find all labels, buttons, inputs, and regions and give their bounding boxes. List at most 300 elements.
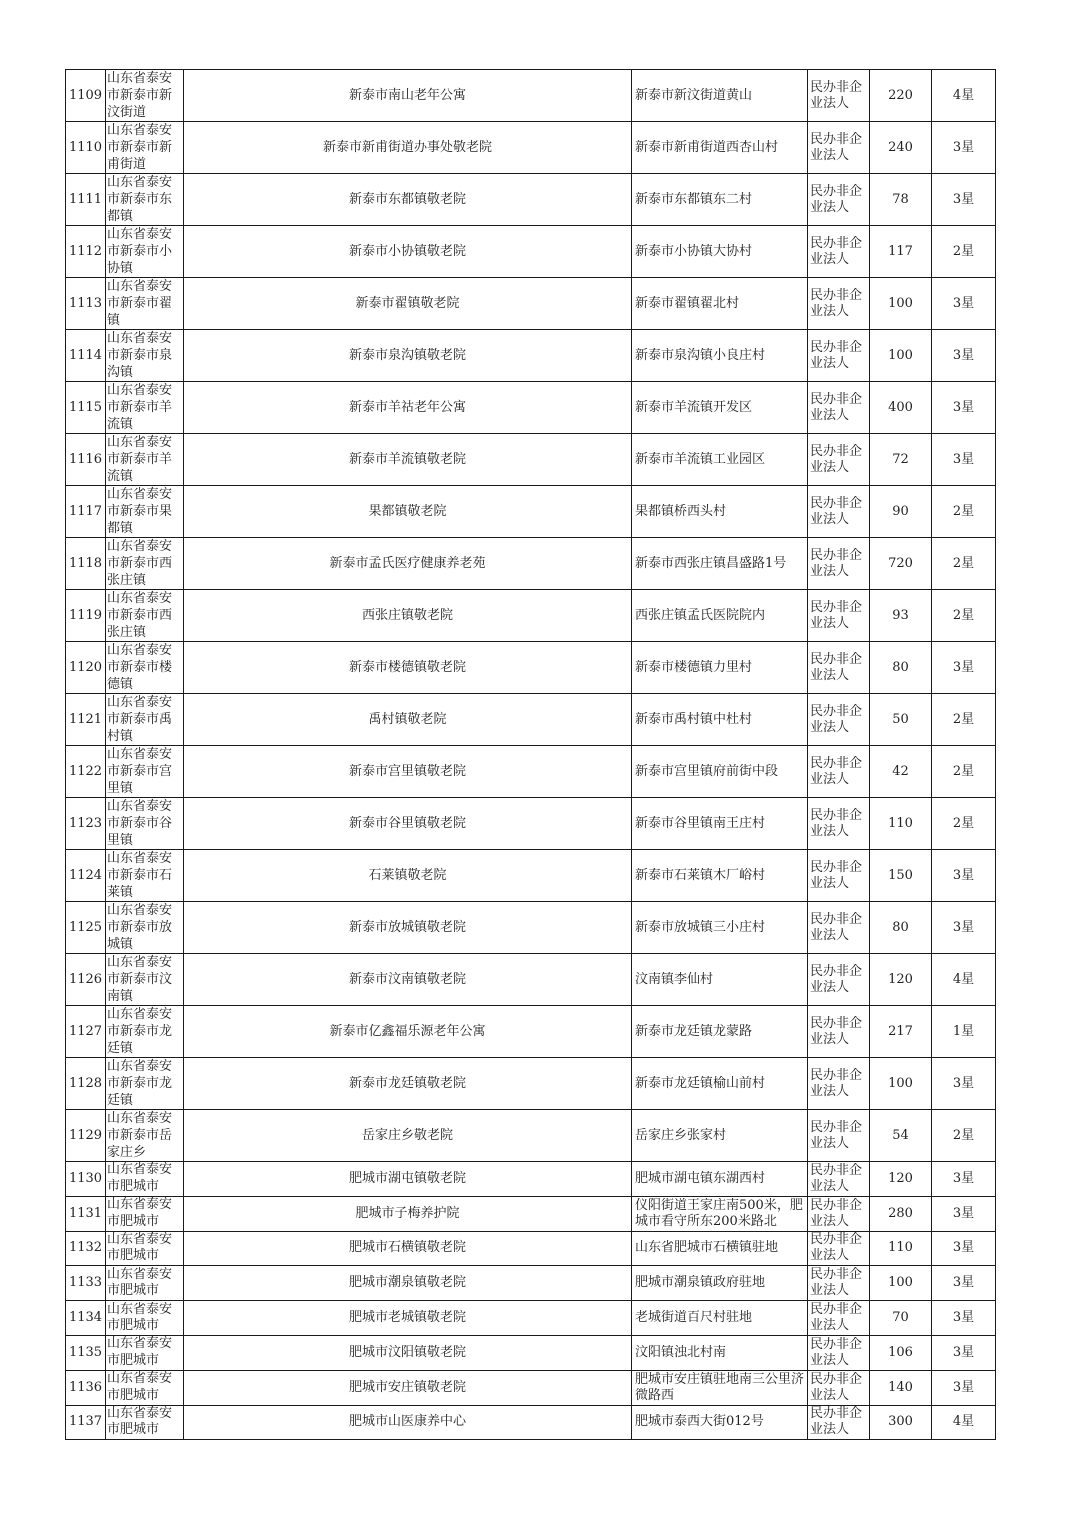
row-institution-name [184,1162,632,1197]
row-institution-name [184,1110,632,1162]
row-star-rating-text: 3星 [952,1205,975,1221]
row-region [106,174,184,226]
row-institution-name-text: 石莱镇敬老院 [368,867,447,883]
row-number-text: 1134 [68,1310,103,1326]
row-region-text: 山东省泰安市新泰市楼德镇 [107,643,173,692]
row-institution-name [184,278,632,330]
row-region [106,278,184,330]
row-address [632,850,808,902]
row-legal-type-text: 民办非企业法人 [810,1406,863,1438]
row-legal-type [808,278,870,330]
row-institution-name [184,798,632,850]
row-beds-text: 240 [888,139,913,155]
row-star-rating-text: 3星 [952,191,975,207]
row-star-rating [932,746,996,798]
row-legal-type-text: 民办非企业法人 [810,131,863,163]
row-legal-type-text: 民办非企业法人 [810,599,863,631]
row-beds [870,174,932,226]
row-beds [870,590,932,642]
row-star-rating [932,1196,996,1231]
row-institution-name [184,590,632,642]
row-beds-text: 80 [892,919,909,935]
row-institution-name [184,1301,632,1336]
row-institution-name-text: 肥城市子梅养护院 [355,1205,460,1221]
row-beds [870,1266,932,1301]
row-beds [870,1370,932,1405]
row-legal-type [808,850,870,902]
row-number [66,1266,106,1301]
row-number [66,122,106,174]
row-legal-type-text: 民办非企业法人 [810,391,863,423]
row-address-text: 仪阳街道王家庄南500米，肥城市看守所东200米路北 [635,1197,803,1229]
table-row [66,1058,996,1110]
row-address-text: 新泰市西张庄镇昌盛路1号 [635,555,787,571]
row-institution-name-text: 新泰市楼德镇敬老院 [348,659,466,675]
row-institution-name [184,1370,632,1405]
row-legal-type-text: 民办非企业法人 [810,807,863,839]
row-number-text: 1115 [68,399,103,415]
row-legal-type [808,434,870,486]
row-address [632,746,808,798]
row-legal-type-text: 民办非企业法人 [810,183,863,215]
row-star-rating [932,382,996,434]
row-legal-type-text: 民办非企业法人 [810,755,863,787]
row-beds-text: 110 [888,815,913,831]
row-number-text: 1127 [68,1023,103,1039]
row-institution-name-text: 岳家庄乡敬老院 [361,1127,453,1143]
row-beds-text: 220 [888,87,913,103]
row-region [106,1006,184,1058]
row-legal-type-text: 民办非企业法人 [810,1267,863,1299]
row-beds-text: 93 [892,607,909,623]
row-address [632,1110,808,1162]
table-row [66,798,996,850]
row-beds-text: 90 [892,503,909,519]
row-number [66,226,106,278]
row-star-rating-text: 3星 [952,1379,975,1395]
row-beds [870,538,932,590]
row-beds [870,382,932,434]
row-beds [870,70,932,122]
row-address-text: 新泰市小协镇大协村 [635,243,753,259]
row-institution-name [184,642,632,694]
row-address-text: 汶南镇李仙村 [635,971,714,987]
row-address [632,330,808,382]
row-legal-type-text: 民办非企业法人 [810,1162,863,1194]
row-region-text: 山东省泰安市新泰市羊流镇 [107,435,173,484]
row-number [66,1058,106,1110]
row-beds-text: 120 [888,971,913,987]
row-star-rating [932,122,996,174]
row-legal-type-text: 民办非企业法人 [810,1067,863,1099]
row-star-rating [932,1405,996,1440]
row-star-rating [932,850,996,902]
row-institution-name [184,1405,632,1440]
row-star-rating-text: 3星 [952,1075,975,1091]
row-institution-name [184,382,632,434]
row-legal-type [808,1162,870,1197]
row-region-text: 山东省泰安市新泰市岳家庄乡 [107,1111,173,1160]
table-row [66,486,996,538]
row-address [632,642,808,694]
row-legal-type-text: 民办非企业法人 [810,1336,863,1368]
row-beds [870,1301,932,1336]
row-region [106,1335,184,1370]
row-beds-text: 117 [888,243,913,259]
row-institution-name [184,330,632,382]
row-address-text: 新泰市龙廷镇龙蒙路 [635,1023,753,1039]
row-region-text: 山东省泰安市新泰市放城镇 [107,903,173,952]
row-address [632,278,808,330]
row-legal-type-text: 民办非企业法人 [810,1119,863,1151]
row-number-text: 1120 [68,659,103,675]
row-legal-type [808,590,870,642]
row-legal-type [808,1231,870,1266]
row-address-text: 肥城市湖屯镇东湖西村 [635,1170,766,1186]
row-institution-name [184,694,632,746]
row-beds-text: 150 [888,867,913,883]
row-region-text: 山东省泰安市新泰市禹村镇 [107,695,173,744]
row-region [106,1370,184,1405]
row-number-text: 1114 [68,347,103,363]
row-beds-text: 70 [892,1310,909,1326]
row-beds [870,486,932,538]
row-address-text: 汶阳镇浊北村南 [635,1344,727,1360]
row-institution-name-text: 新泰市龙廷镇敬老院 [348,1075,466,1091]
row-region [106,1196,184,1231]
row-legal-type [808,70,870,122]
row-institution-name-text: 新泰市亿鑫福乐源老年公寓 [329,1023,486,1039]
row-number [66,1370,106,1405]
row-star-rating [932,1110,996,1162]
row-beds [870,1006,932,1058]
row-address-text: 新泰市新甫街道西杏山村 [635,139,779,155]
row-address-text: 新泰市龙廷镇榆山前村 [635,1075,766,1091]
row-star-rating-text: 4星 [952,87,975,103]
row-address-text: 新泰市放城镇三小庄村 [635,919,766,935]
row-region [106,434,184,486]
row-star-rating-text: 3星 [952,1310,975,1326]
row-address [632,1370,808,1405]
row-star-rating [932,642,996,694]
row-address-text: 新泰市羊流镇工业园区 [635,451,766,467]
row-star-rating [932,1266,996,1301]
row-institution-name [184,902,632,954]
row-region [106,1301,184,1336]
row-institution-name [184,1335,632,1370]
row-region [106,330,184,382]
row-address-text: 果都镇桥西头村 [635,503,727,519]
row-number [66,330,106,382]
row-star-rating [932,278,996,330]
table-row [66,1162,996,1197]
row-number [66,486,106,538]
row-number-text: 1124 [68,867,103,883]
row-region-text: 山东省泰安市新泰市泉沟镇 [107,331,173,380]
row-beds [870,330,932,382]
row-institution-name-text: 禹村镇敬老院 [368,711,447,727]
row-beds-text: 400 [888,399,913,415]
row-beds-text: 100 [888,295,913,311]
row-star-rating [932,486,996,538]
row-legal-type-text: 民办非企业法人 [810,547,863,579]
row-star-rating [932,798,996,850]
row-region-text: 山东省泰安市新泰市龙廷镇 [107,1007,173,1056]
table-row [66,1110,996,1162]
row-beds-text: 100 [888,347,913,363]
row-star-rating [932,1335,996,1370]
row-address-text: 肥城市泰西大街012号 [635,1414,764,1430]
row-institution-name-text: 果都镇敬老院 [368,503,447,519]
row-legal-type [808,382,870,434]
row-number-text: 1112 [68,243,103,259]
row-number [66,850,106,902]
row-legal-type-text: 民办非企业法人 [810,911,863,943]
row-region [106,746,184,798]
row-beds [870,434,932,486]
row-star-rating-text: 3星 [952,139,975,155]
row-beds [870,1196,932,1231]
row-address [632,122,808,174]
row-number [66,1231,106,1266]
row-number [66,590,106,642]
row-number [66,434,106,486]
row-institution-name [184,1006,632,1058]
row-legal-type [808,694,870,746]
table-row [66,226,996,278]
row-institution-name [184,434,632,486]
row-beds [870,1405,932,1440]
row-beds-text: 120 [888,1170,913,1186]
row-institution-name [184,486,632,538]
row-star-rating-text: 3星 [952,867,975,883]
row-region-text: 山东省泰安市新泰市汶南镇 [107,955,173,1004]
row-institution-name-text: 新泰市谷里镇敬老院 [348,815,466,831]
row-institution-name-text: 新泰市南山老年公寓 [348,87,466,103]
row-address [632,1162,808,1197]
row-legal-type-text: 民办非企业法人 [810,443,863,475]
row-legal-type [808,1405,870,1440]
row-star-rating-text: 2星 [952,815,975,831]
row-star-rating-text: 2星 [952,1127,975,1143]
table-row [66,1301,996,1336]
row-institution-name-text: 新泰市小协镇敬老院 [348,243,466,259]
row-legal-type [808,642,870,694]
row-number-text: 1111 [68,191,103,207]
row-address-text: 新泰市宫里镇府前街中段 [635,763,779,779]
row-address [632,954,808,1006]
row-region-text: 山东省泰安市肥城市 [107,1266,173,1299]
row-region [106,1405,184,1440]
row-star-rating [932,590,996,642]
row-region-text: 山东省泰安市新泰市东都镇 [107,175,173,224]
row-number [66,538,106,590]
row-institution-name-text: 肥城市潮泉镇敬老院 [348,1275,466,1291]
row-legal-type [808,1196,870,1231]
row-star-rating [932,954,996,1006]
row-legal-type-text: 民办非企业法人 [810,1197,863,1229]
table-row [66,1405,996,1440]
row-legal-type-text: 民办非企业法人 [810,1232,863,1264]
row-address [632,590,808,642]
row-region [106,382,184,434]
row-legal-type-text: 民办非企业法人 [810,1302,863,1334]
row-address [632,694,808,746]
row-beds-text: 42 [892,763,909,779]
row-star-rating [932,174,996,226]
row-number-text: 1113 [68,295,103,311]
row-institution-name-text: 肥城市湖屯镇敬老院 [348,1170,466,1186]
row-beds-text: 50 [892,711,909,727]
table-row [66,850,996,902]
table-row [66,70,996,122]
row-star-rating-text: 2星 [952,503,975,519]
row-address [632,1266,808,1301]
row-number-text: 1122 [68,763,103,779]
row-legal-type [808,1058,870,1110]
row-legal-type [808,954,870,1006]
row-institution-name-text: 新泰市放城镇敬老院 [348,919,466,935]
row-star-rating-text: 1星 [952,1023,975,1039]
table-row [66,694,996,746]
row-number [66,746,106,798]
row-institution-name-text: 新泰市羊祜老年公寓 [348,399,466,415]
row-region-text: 山东省泰安市肥城市 [107,1197,173,1229]
row-number-text: 1135 [68,1344,103,1360]
row-institution-name [184,122,632,174]
row-legal-type [808,174,870,226]
row-region-text: 山东省泰安市肥城市 [107,1405,173,1438]
row-legal-type-text: 民办非企业法人 [810,1015,863,1047]
row-number [66,278,106,330]
row-number-text: 1110 [68,139,103,155]
row-beds-text: 140 [888,1379,913,1395]
row-address-text: 新泰市泉沟镇小良庄村 [635,347,766,363]
row-legal-type-text: 民办非企业法人 [810,859,863,891]
row-institution-name-text: 新泰市孟氏医疗健康养老苑 [329,555,486,571]
row-region [106,954,184,1006]
row-legal-type [808,1110,870,1162]
table-row [66,902,996,954]
row-address [632,226,808,278]
row-region [106,850,184,902]
row-legal-type-text: 民办非企业法人 [810,495,863,527]
row-beds-text: 100 [888,1275,913,1291]
row-region [106,590,184,642]
row-institution-name [184,1196,632,1231]
row-region [106,798,184,850]
row-star-rating-text: 3星 [952,919,975,935]
row-address-text: 山东省肥城市石横镇驻地 [635,1240,779,1256]
row-address-text: 岳家庄乡张家村 [635,1127,727,1143]
row-address [632,902,808,954]
row-number-text: 1121 [68,711,103,727]
row-address [632,1301,808,1336]
row-number-text: 1117 [68,503,103,519]
row-beds [870,798,932,850]
row-star-rating-text: 2星 [952,555,975,571]
table-row [66,1370,996,1405]
row-address [632,1405,808,1440]
row-legal-type [808,330,870,382]
row-region-text: 山东省泰安市肥城市 [107,1231,173,1264]
table-row [66,954,996,1006]
row-legal-type-text: 民办非企业法人 [810,79,863,111]
row-region-text: 山东省泰安市肥城市 [107,1162,173,1194]
row-address-text: 新泰市楼德镇力里村 [635,659,753,675]
row-number-text: 1137 [68,1414,103,1430]
row-institution-name [184,1231,632,1266]
row-beds-text: 720 [888,555,913,571]
row-region-text: 山东省泰安市新泰市西张庄镇 [107,539,173,588]
row-star-rating [932,1370,996,1405]
row-star-rating [932,694,996,746]
row-number [66,642,106,694]
row-institution-name-text: 新泰市新甫街道办事处敬老院 [322,139,492,155]
row-star-rating [932,1301,996,1336]
row-address [632,486,808,538]
row-beds-text: 217 [888,1023,913,1039]
row-legal-type [808,746,870,798]
row-number [66,798,106,850]
row-address-text: 新泰市羊流镇开发区 [635,399,753,415]
row-number-text: 1130 [68,1170,103,1186]
row-address-text: 新泰市谷里镇南王庄村 [635,815,766,831]
row-number-text: 1129 [68,1127,103,1143]
row-region-text: 山东省泰安市新泰市小协镇 [107,227,173,276]
row-legal-type-text: 民办非企业法人 [810,963,863,995]
row-region-text: 山东省泰安市新泰市谷里镇 [107,799,173,848]
row-number [66,1335,106,1370]
row-address [632,174,808,226]
row-region-text: 山东省泰安市新泰市石莱镇 [107,851,173,900]
row-number [66,1405,106,1440]
row-star-rating-text: 3星 [952,1240,975,1256]
row-region [106,1266,184,1301]
row-beds [870,1231,932,1266]
row-address [632,1335,808,1370]
row-beds [870,278,932,330]
row-institution-name-text: 新泰市东都镇敬老院 [348,191,466,207]
row-number [66,694,106,746]
row-number-text: 1131 [68,1205,103,1221]
row-institution-name-text: 西张庄镇敬老院 [361,607,453,623]
row-number [66,1006,106,1058]
row-number [66,382,106,434]
row-institution-name [184,954,632,1006]
row-beds-text: 80 [892,659,909,675]
row-beds [870,850,932,902]
row-address-text: 新泰市翟镇翟北村 [635,295,740,311]
row-region [106,122,184,174]
row-legal-type [808,538,870,590]
row-beds [870,694,932,746]
row-legal-type-text: 民办非企业法人 [810,651,863,683]
row-address-text: 肥城市潮泉镇政府驻地 [635,1275,766,1291]
row-legal-type-text: 民办非企业法人 [810,339,863,371]
table-row [66,1196,996,1231]
table-row [66,434,996,486]
row-star-rating-text: 3星 [952,659,975,675]
row-region [106,70,184,122]
table-row [66,1006,996,1058]
row-legal-type [808,226,870,278]
row-legal-type-text: 民办非企业法人 [810,287,863,319]
row-region-text: 山东省泰安市新泰市宫里镇 [107,747,173,796]
row-legal-type-text: 民办非企业法人 [810,1371,863,1403]
row-institution-name-text: 新泰市泉沟镇敬老院 [348,347,466,363]
row-number-text: 1123 [68,815,103,831]
